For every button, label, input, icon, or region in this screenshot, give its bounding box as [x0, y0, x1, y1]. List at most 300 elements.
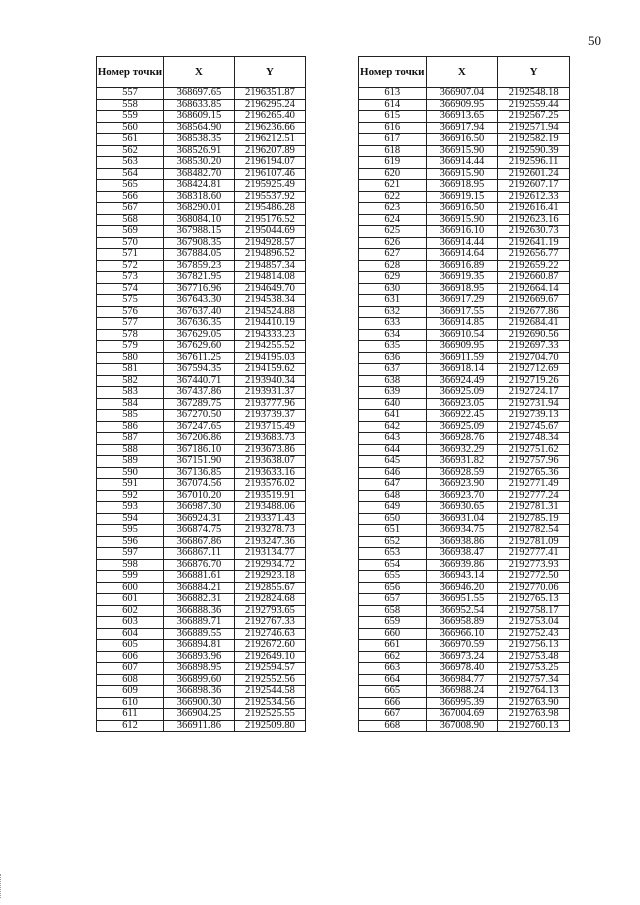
point-number-cell: 585 — [97, 410, 164, 422]
table-row — [97, 329, 306, 341]
x-coordinate-cell: 367884.05 — [163, 249, 234, 261]
y-coordinate-cell: 2192771.49 — [498, 479, 570, 491]
y-coordinate-cell: 2192782.54 — [498, 525, 570, 537]
y-coordinate-cell: 2193247.36 — [234, 536, 305, 548]
y-coordinate-cell: 2194649.70 — [234, 283, 305, 295]
point-number-cell: 655 — [359, 571, 427, 583]
point-number-cell: 632 — [359, 306, 427, 318]
point-number-cell: 612 — [97, 720, 164, 732]
x-coordinate-cell: 366915.90 — [426, 214, 498, 226]
point-number-cell: 580 — [97, 352, 164, 364]
table-row — [97, 456, 306, 468]
y-coordinate-cell: 2192739.13 — [498, 410, 570, 422]
point-number-cell: 606 — [97, 651, 164, 663]
x-coordinate-cell: 368697.65 — [163, 88, 234, 100]
x-coordinate-cell: 366925.09 — [426, 387, 498, 399]
y-coordinate-cell: 2192525.55 — [234, 709, 305, 721]
y-coordinate-cell: 2192684.41 — [498, 318, 570, 330]
table-row — [359, 283, 570, 295]
y-coordinate-cell: 2193488.06 — [234, 502, 305, 514]
point-number-cell: 570 — [97, 237, 164, 249]
x-coordinate-cell: 367151.90 — [163, 456, 234, 468]
point-number-cell: 639 — [359, 387, 427, 399]
x-coordinate-cell: 366867.11 — [163, 548, 234, 560]
y-coordinate-cell: 2196107.46 — [234, 168, 305, 180]
point-number-cell: 652 — [359, 536, 427, 548]
x-coordinate-cell: 366931.04 — [426, 513, 498, 525]
table-row — [97, 640, 306, 652]
x-coordinate-cell: 367289.75 — [163, 398, 234, 410]
table-row — [359, 387, 570, 399]
y-coordinate-cell: 2192509.80 — [234, 720, 305, 732]
x-coordinate-cell: 366898.95 — [163, 663, 234, 675]
point-number-cell: 578 — [97, 329, 164, 341]
point-number-cell: 616 — [359, 122, 427, 134]
x-coordinate-cell: 366884.21 — [163, 582, 234, 594]
point-number-cell: 624 — [359, 214, 427, 226]
table-row — [97, 444, 306, 456]
y-coordinate-cell: 2194928.57 — [234, 237, 305, 249]
table-row — [359, 157, 570, 169]
x-coordinate-cell: 366914.44 — [426, 157, 498, 169]
point-number-cell: 560 — [97, 122, 164, 134]
y-coordinate-cell: 2192590.39 — [498, 145, 570, 157]
table-row — [97, 260, 306, 272]
table-row — [359, 720, 570, 732]
y-coordinate-cell: 2193931.37 — [234, 387, 305, 399]
x-coordinate-cell: 366938.86 — [426, 536, 498, 548]
point-number-cell: 635 — [359, 341, 427, 353]
y-coordinate-cell: 2195925.49 — [234, 180, 305, 192]
table-row — [359, 456, 570, 468]
x-coordinate-cell: 367270.50 — [163, 410, 234, 422]
y-coordinate-cell: 2192777.41 — [498, 548, 570, 560]
x-coordinate-cell: 366934.75 — [426, 525, 498, 537]
y-coordinate-cell: 2192793.65 — [234, 605, 305, 617]
table-row — [359, 651, 570, 663]
y-coordinate-cell: 2194896.52 — [234, 249, 305, 261]
point-number-cell: 571 — [97, 249, 164, 261]
table-row — [359, 548, 570, 560]
point-number-cell: 588 — [97, 444, 164, 456]
y-coordinate-cell: 2192596.11 — [498, 157, 570, 169]
y-coordinate-cell: 2194255.52 — [234, 341, 305, 353]
x-coordinate-cell: 366918.95 — [426, 180, 498, 192]
point-number-cell: 641 — [359, 410, 427, 422]
table-row — [97, 272, 306, 284]
x-coordinate-cell: 367821.95 — [163, 272, 234, 284]
table-row — [97, 387, 306, 399]
point-number-cell: 593 — [97, 502, 164, 514]
x-coordinate-cell: 366931.82 — [426, 456, 498, 468]
y-coordinate-cell: 2192616.41 — [498, 203, 570, 215]
x-coordinate-cell: 366904.25 — [163, 709, 234, 721]
x-coordinate-cell: 367594.35 — [163, 364, 234, 376]
y-coordinate-cell: 2192649.10 — [234, 651, 305, 663]
y-coordinate-cell: 2192764.13 — [498, 686, 570, 698]
point-number-cell: 576 — [97, 306, 164, 318]
point-number-cell: 663 — [359, 663, 427, 675]
x-coordinate-cell: 367186.10 — [163, 444, 234, 456]
y-coordinate-cell: 2196236.66 — [234, 122, 305, 134]
y-coordinate-cell: 2192757.34 — [498, 674, 570, 686]
x-coordinate-cell: 366930.65 — [426, 502, 498, 514]
x-coordinate-cell: 368538.35 — [163, 134, 234, 146]
y-coordinate-cell: 2192773.93 — [498, 559, 570, 571]
x-coordinate-cell: 366909.95 — [426, 341, 498, 353]
y-coordinate-cell: 2192923.18 — [234, 571, 305, 583]
y-coordinate-cell: 2192601.24 — [498, 168, 570, 180]
point-number-cell: 579 — [97, 341, 164, 353]
x-coordinate-cell: 366911.86 — [163, 720, 234, 732]
table-row — [97, 122, 306, 134]
table-row — [359, 295, 570, 307]
point-number-cell: 634 — [359, 329, 427, 341]
table-row — [359, 605, 570, 617]
x-coordinate-cell: 366924.31 — [163, 513, 234, 525]
x-coordinate-cell: 367908.35 — [163, 237, 234, 249]
y-coordinate-cell: 2192751.62 — [498, 444, 570, 456]
y-coordinate-cell: 2193278.73 — [234, 525, 305, 537]
x-coordinate-cell: 367636.35 — [163, 318, 234, 330]
y-coordinate-cell: 2192623.16 — [498, 214, 570, 226]
point-number-cell: 619 — [359, 157, 427, 169]
y-coordinate-cell: 2192571.94 — [498, 122, 570, 134]
table-row — [97, 318, 306, 330]
table-row — [359, 663, 570, 675]
header-point-number: Номер точки — [97, 57, 164, 88]
page-number: 50 — [588, 33, 601, 48]
coordinates-table-left — [96, 56, 306, 732]
table-row — [97, 249, 306, 261]
point-number-cell: 659 — [359, 617, 427, 629]
table-row — [359, 513, 570, 525]
y-coordinate-cell: 2192690.56 — [498, 329, 570, 341]
point-number-cell: 609 — [97, 686, 164, 698]
y-coordinate-cell: 2192559.44 — [498, 99, 570, 111]
point-number-cell: 642 — [359, 421, 427, 433]
x-coordinate-cell: 366889.71 — [163, 617, 234, 629]
table-row — [359, 674, 570, 686]
point-number-cell: 633 — [359, 318, 427, 330]
header-y: Y — [234, 57, 305, 88]
point-number-cell: 581 — [97, 364, 164, 376]
point-number-cell: 572 — [97, 260, 164, 272]
y-coordinate-cell: 2192664.14 — [498, 283, 570, 295]
table-row — [359, 571, 570, 583]
table-row — [97, 295, 306, 307]
y-coordinate-cell: 2192712.69 — [498, 364, 570, 376]
x-coordinate-cell: 366915.90 — [426, 145, 498, 157]
table-row — [97, 617, 306, 629]
y-coordinate-cell: 2192753.48 — [498, 651, 570, 663]
point-number-cell: 636 — [359, 352, 427, 364]
table-row — [97, 306, 306, 318]
table-row — [359, 709, 570, 721]
table-row — [359, 306, 570, 318]
x-coordinate-cell: 367859.23 — [163, 260, 234, 272]
x-coordinate-cell: 366923.05 — [426, 398, 498, 410]
table-row — [359, 145, 570, 157]
table-row — [97, 490, 306, 502]
x-coordinate-cell: 366973.24 — [426, 651, 498, 663]
table-header-row — [97, 57, 306, 88]
x-coordinate-cell: 366917.29 — [426, 295, 498, 307]
table-row — [359, 341, 570, 353]
x-coordinate-cell: 367206.86 — [163, 433, 234, 445]
point-number-cell: 661 — [359, 640, 427, 652]
table-row — [97, 674, 306, 686]
x-coordinate-cell: 366922.45 — [426, 410, 498, 422]
point-number-cell: 564 — [97, 168, 164, 180]
table-row — [97, 467, 306, 479]
point-number-cell: 618 — [359, 145, 427, 157]
point-number-cell: 611 — [97, 709, 164, 721]
y-coordinate-cell: 2194814.08 — [234, 272, 305, 284]
point-number-cell: 575 — [97, 295, 164, 307]
point-number-cell: 645 — [359, 456, 427, 468]
y-coordinate-cell: 2192669.67 — [498, 295, 570, 307]
y-coordinate-cell: 2194538.34 — [234, 295, 305, 307]
y-coordinate-cell: 2194333.23 — [234, 329, 305, 341]
y-coordinate-cell: 2192757.96 — [498, 456, 570, 468]
point-number-cell: 601 — [97, 594, 164, 606]
point-number-cell: 650 — [359, 513, 427, 525]
x-coordinate-cell: 366916.89 — [426, 260, 498, 272]
x-coordinate-cell: 366882.31 — [163, 594, 234, 606]
table-row — [97, 341, 306, 353]
point-number-cell: 592 — [97, 490, 164, 502]
header-x: X — [163, 57, 234, 88]
y-coordinate-cell: 2192677.86 — [498, 306, 570, 318]
table-row — [97, 536, 306, 548]
y-coordinate-cell: 2192704.70 — [498, 352, 570, 364]
x-coordinate-cell: 367629.05 — [163, 329, 234, 341]
table-row — [97, 410, 306, 422]
x-coordinate-cell: 368633.85 — [163, 99, 234, 111]
point-number-cell: 646 — [359, 467, 427, 479]
y-coordinate-cell: 2192656.77 — [498, 249, 570, 261]
table-row — [359, 249, 570, 261]
point-number-cell: 598 — [97, 559, 164, 571]
point-number-cell: 586 — [97, 421, 164, 433]
table-row — [97, 513, 306, 525]
point-number-cell: 600 — [97, 582, 164, 594]
table-row — [97, 479, 306, 491]
table-row — [359, 237, 570, 249]
y-coordinate-cell: 2192756.13 — [498, 640, 570, 652]
y-coordinate-cell: 2196212.51 — [234, 134, 305, 146]
table-row — [359, 398, 570, 410]
table-row — [97, 157, 306, 169]
point-number-cell: 622 — [359, 191, 427, 203]
y-coordinate-cell: 2196207.89 — [234, 145, 305, 157]
x-coordinate-cell: 366995.39 — [426, 697, 498, 709]
x-coordinate-cell: 366988.24 — [426, 686, 498, 698]
x-coordinate-cell: 366907.04 — [426, 88, 498, 100]
x-coordinate-cell: 366917.55 — [426, 306, 498, 318]
point-number-cell: 596 — [97, 536, 164, 548]
table-row — [97, 697, 306, 709]
table-row — [97, 214, 306, 226]
x-coordinate-cell: 367629.60 — [163, 341, 234, 353]
y-coordinate-cell: 2193576.02 — [234, 479, 305, 491]
table-row — [359, 617, 570, 629]
x-coordinate-cell: 366984.77 — [426, 674, 498, 686]
table-row — [97, 375, 306, 387]
x-coordinate-cell: 366943.14 — [426, 571, 498, 583]
table-row — [97, 582, 306, 594]
x-coordinate-cell: 366952.54 — [426, 605, 498, 617]
x-coordinate-cell: 367440.71 — [163, 375, 234, 387]
y-coordinate-cell: 2192772.50 — [498, 571, 570, 583]
x-coordinate-cell: 366915.90 — [426, 168, 498, 180]
header-point-number: Номер точки — [359, 57, 427, 88]
point-number-cell: 664 — [359, 674, 427, 686]
point-number-cell: 654 — [359, 559, 427, 571]
table-row — [359, 99, 570, 111]
y-coordinate-cell: 2194159.62 — [234, 364, 305, 376]
x-coordinate-cell: 366914.44 — [426, 237, 498, 249]
point-number-cell: 591 — [97, 479, 164, 491]
point-number-cell: 665 — [359, 686, 427, 698]
y-coordinate-cell: 2192697.33 — [498, 341, 570, 353]
x-coordinate-cell: 368318.60 — [163, 191, 234, 203]
table-row — [97, 421, 306, 433]
table-row — [97, 720, 306, 732]
point-number-cell: 582 — [97, 375, 164, 387]
table-row — [359, 272, 570, 284]
table-row — [97, 605, 306, 617]
x-coordinate-cell: 366919.35 — [426, 272, 498, 284]
table-row — [359, 111, 570, 123]
x-coordinate-cell: 366914.64 — [426, 249, 498, 261]
table-row — [359, 375, 570, 387]
point-number-cell: 573 — [97, 272, 164, 284]
point-number-cell: 626 — [359, 237, 427, 249]
point-number-cell: 627 — [359, 249, 427, 261]
table-body-left — [97, 88, 306, 732]
y-coordinate-cell: 2196295.24 — [234, 99, 305, 111]
y-coordinate-cell: 2192607.17 — [498, 180, 570, 192]
point-number-cell: 644 — [359, 444, 427, 456]
y-coordinate-cell: 2192731.94 — [498, 398, 570, 410]
y-coordinate-cell: 2195486.28 — [234, 203, 305, 215]
x-coordinate-cell: 367988.15 — [163, 226, 234, 238]
table-row — [97, 203, 306, 215]
point-number-cell: 629 — [359, 272, 427, 284]
x-coordinate-cell: 366951.55 — [426, 594, 498, 606]
x-coordinate-cell: 366917.94 — [426, 122, 498, 134]
x-coordinate-cell: 366970.59 — [426, 640, 498, 652]
point-number-cell: 625 — [359, 226, 427, 238]
table-row — [359, 421, 570, 433]
x-coordinate-cell: 368564.90 — [163, 122, 234, 134]
point-number-cell: 583 — [97, 387, 164, 399]
y-coordinate-cell: 2192594.57 — [234, 663, 305, 675]
y-coordinate-cell: 2194195.03 — [234, 352, 305, 364]
point-number-cell: 559 — [97, 111, 164, 123]
table-row — [359, 191, 570, 203]
table-row — [359, 467, 570, 479]
point-number-cell: 662 — [359, 651, 427, 663]
table-row — [359, 364, 570, 376]
x-coordinate-cell: 368530.20 — [163, 157, 234, 169]
point-number-cell: 594 — [97, 513, 164, 525]
point-number-cell: 666 — [359, 697, 427, 709]
point-number-cell: 628 — [359, 260, 427, 272]
table-row — [97, 548, 306, 560]
x-coordinate-cell: 366900.30 — [163, 697, 234, 709]
table-row — [359, 88, 570, 100]
y-coordinate-cell: 2192672.60 — [234, 640, 305, 652]
x-coordinate-cell: 366938.47 — [426, 548, 498, 560]
x-coordinate-cell: 366893.96 — [163, 651, 234, 663]
point-number-cell: 640 — [359, 398, 427, 410]
table-row — [359, 226, 570, 238]
point-number-cell: 621 — [359, 180, 427, 192]
point-number-cell: 568 — [97, 214, 164, 226]
x-coordinate-cell: 367074.56 — [163, 479, 234, 491]
x-coordinate-cell: 366888.36 — [163, 605, 234, 617]
point-number-cell: 605 — [97, 640, 164, 652]
x-coordinate-cell: 368482.70 — [163, 168, 234, 180]
y-coordinate-cell: 2192724.17 — [498, 387, 570, 399]
table-row — [359, 536, 570, 548]
table-row — [359, 433, 570, 445]
x-coordinate-cell: 366925.09 — [426, 421, 498, 433]
y-coordinate-cell: 2192612.33 — [498, 191, 570, 203]
point-number-cell: 574 — [97, 283, 164, 295]
table-row — [359, 525, 570, 537]
x-coordinate-cell: 366916.50 — [426, 203, 498, 215]
x-coordinate-cell: 368526.91 — [163, 145, 234, 157]
point-number-cell: 602 — [97, 605, 164, 617]
y-coordinate-cell: 2194410.19 — [234, 318, 305, 330]
point-number-cell: 614 — [359, 99, 427, 111]
y-coordinate-cell: 2192752.43 — [498, 628, 570, 640]
x-coordinate-cell: 366918.95 — [426, 283, 498, 295]
x-coordinate-cell: 367611.25 — [163, 352, 234, 364]
header-y: Y — [498, 57, 570, 88]
x-coordinate-cell: 366924.49 — [426, 375, 498, 387]
point-number-cell: 603 — [97, 617, 164, 629]
table-row — [359, 628, 570, 640]
table-row — [97, 180, 306, 192]
y-coordinate-cell: 2192534.56 — [234, 697, 305, 709]
y-coordinate-cell: 2192659.22 — [498, 260, 570, 272]
table-row — [97, 352, 306, 364]
point-number-cell: 668 — [359, 720, 427, 732]
x-coordinate-cell: 366889.55 — [163, 628, 234, 640]
x-coordinate-cell: 366894.81 — [163, 640, 234, 652]
x-coordinate-cell: 367008.90 — [426, 720, 498, 732]
x-coordinate-cell: 366899.60 — [163, 674, 234, 686]
table-body-right — [359, 88, 570, 732]
point-number-cell: 620 — [359, 168, 427, 180]
x-coordinate-cell: 366923.90 — [426, 479, 498, 491]
x-coordinate-cell: 366876.70 — [163, 559, 234, 571]
point-number-cell: 557 — [97, 88, 164, 100]
table-row — [359, 168, 570, 180]
y-coordinate-cell: 2195537.92 — [234, 191, 305, 203]
x-coordinate-cell: 367004.69 — [426, 709, 498, 721]
table-row — [359, 180, 570, 192]
x-coordinate-cell: 366874.75 — [163, 525, 234, 537]
point-number-cell: 613 — [359, 88, 427, 100]
y-coordinate-cell: 2192753.04 — [498, 617, 570, 629]
point-number-cell: 643 — [359, 433, 427, 445]
